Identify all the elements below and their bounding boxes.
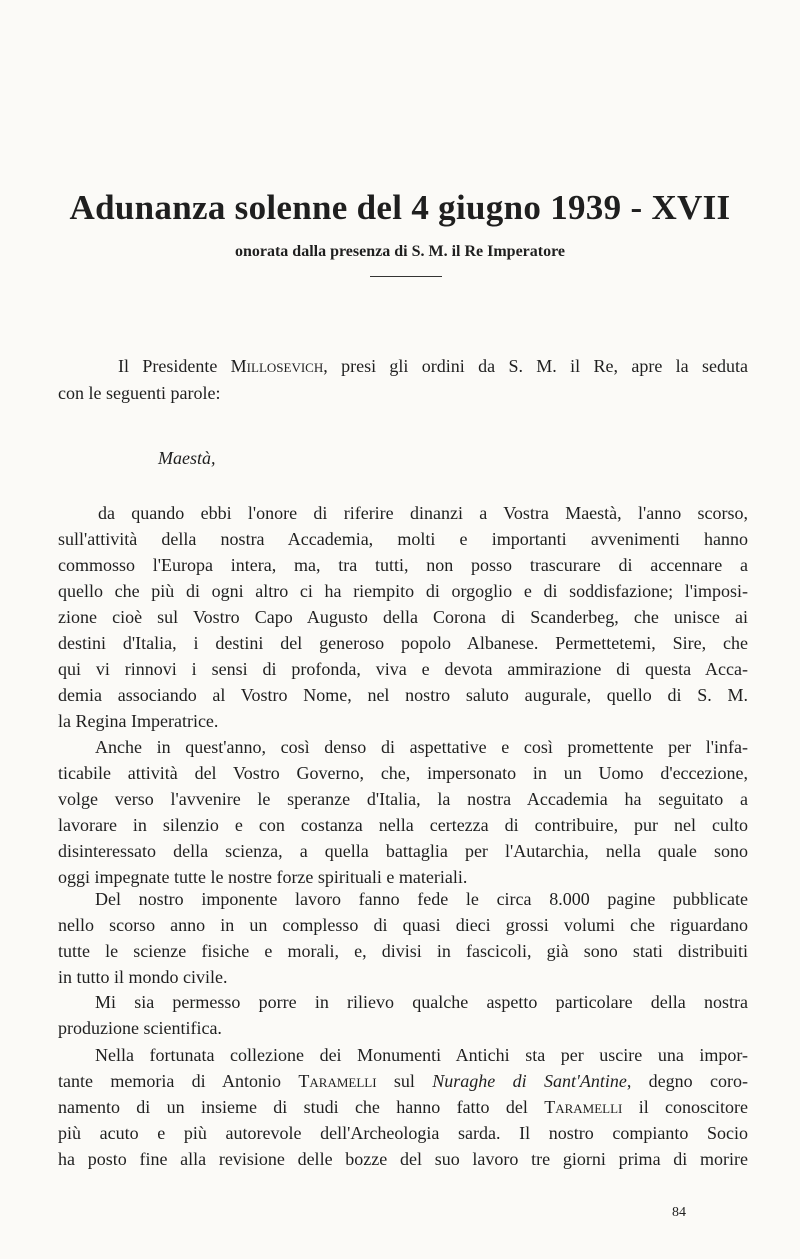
speaker-name: Millosevich — [230, 356, 324, 376]
author-name: Taramelli — [298, 1071, 377, 1091]
text-line: ticabile attività del Vostro Governo, che, impersonato in un Uomo d'eccezione, — [58, 763, 748, 783]
author-name: Taramelli — [544, 1097, 623, 1117]
text-line: commosso l'Europa intera, ma, tra tutti, non posso trascurare di accennare a — [58, 555, 748, 575]
title-rule — [370, 276, 442, 277]
text-line: tutte le scienze fisiche e morali, e, divisi in fascicoli, già sono stati distribuiti — [58, 941, 748, 961]
text-line: volge verso l'avvenire le speranze d'Italia, la nostra Accademia ha seguitato a — [58, 789, 748, 809]
page-subtitle: onorata dalla presenza di S. M. il Re Imperatore — [234, 243, 566, 260]
text-line: ha posto fine alla revisione delle bozze del suo lavoro tre giorni prima di morire — [58, 1149, 748, 1169]
text-line: lavorare in silenzio e con costanza nella certezza di contribuire, pur nel culto — [58, 815, 748, 835]
text-line: la Regina Imperatrice. — [58, 711, 219, 731]
text-line: quello che più di ogni altro ci ha riempito di orgoglio e di soddisfazione; l'imposi- — [58, 581, 748, 601]
text-line: oggi impegnate tutte le nostre forze spirituali e materiali. — [58, 867, 468, 887]
text-line: namento di un insieme di studi che hanno fatto del Taramelli il conoscitore — [58, 1097, 748, 1117]
text-line: Nella fortunata collezione dei Monumenti Antichi sta per uscire una impor- — [95, 1045, 748, 1065]
text-line: produzione scientifica. — [58, 1018, 222, 1038]
salutation: Maestà, — [158, 448, 216, 468]
text-line: in tutto il mondo civile. — [58, 967, 228, 987]
text-line: nello scorso anno in un complesso di quasi dieci grossi volumi che riguardano — [58, 915, 748, 935]
text-line: Mi sia permesso porre in rilievo qualche aspetto particolare della nostra — [95, 992, 748, 1012]
intro-line-2: con le seguenti parole: — [58, 383, 221, 403]
text-line: Anche in quest'anno, così denso di aspettative e così promettente per l'infa- — [95, 737, 748, 757]
text-line: zione cioè sul Vostro Capo Augusto della Corona di Scanderbeg, che unisce ai — [58, 607, 748, 627]
text-line: disinteressato della scienza, a quella battaglia per l'Autarchia, nella quale sono — [58, 841, 748, 861]
intro-line-1: Il Presidente Millosevich, presi gli ordini da S. M. il Re, apre la seduta — [118, 356, 748, 376]
text-line: più acuto e più autorevole dell'Archeologia sarda. Il nostro compianto Socio — [58, 1123, 748, 1143]
text-line: qui vi rinnovi i sensi di profonda, viva e devota ammirazione di questa Acca- — [58, 659, 748, 679]
text-line: sull'attività della nostra Accademia, molti e importanti avvenimenti hanno — [58, 529, 748, 549]
text-line: demia associando al Vostro Nome, nel nostro saluto augurale, quello di S. M. — [58, 685, 748, 705]
text-line: da quando ebbi l'onore di riferire dinanzi a Vostra Maestà, l'anno scorso, — [98, 503, 748, 523]
text-line: tante memoria di Antonio Taramelli sul Nuraghe di Sant'Antine, degno coro- — [58, 1071, 749, 1091]
text-line: Del nostro imponente lavoro fanno fede le circa 8.000 pagine pubblicate — [95, 889, 748, 909]
text-line: destini d'Italia, i destini del generoso popolo Albanese. Permettetemi, Sire, che — [58, 633, 748, 653]
page-title: Adunanza solenne del 4 giugno 1939 - XVII — [69, 188, 731, 227]
work-title: Nuraghe di Sant'Antine — [432, 1071, 627, 1091]
page-number: 84 — [672, 1205, 686, 1220]
